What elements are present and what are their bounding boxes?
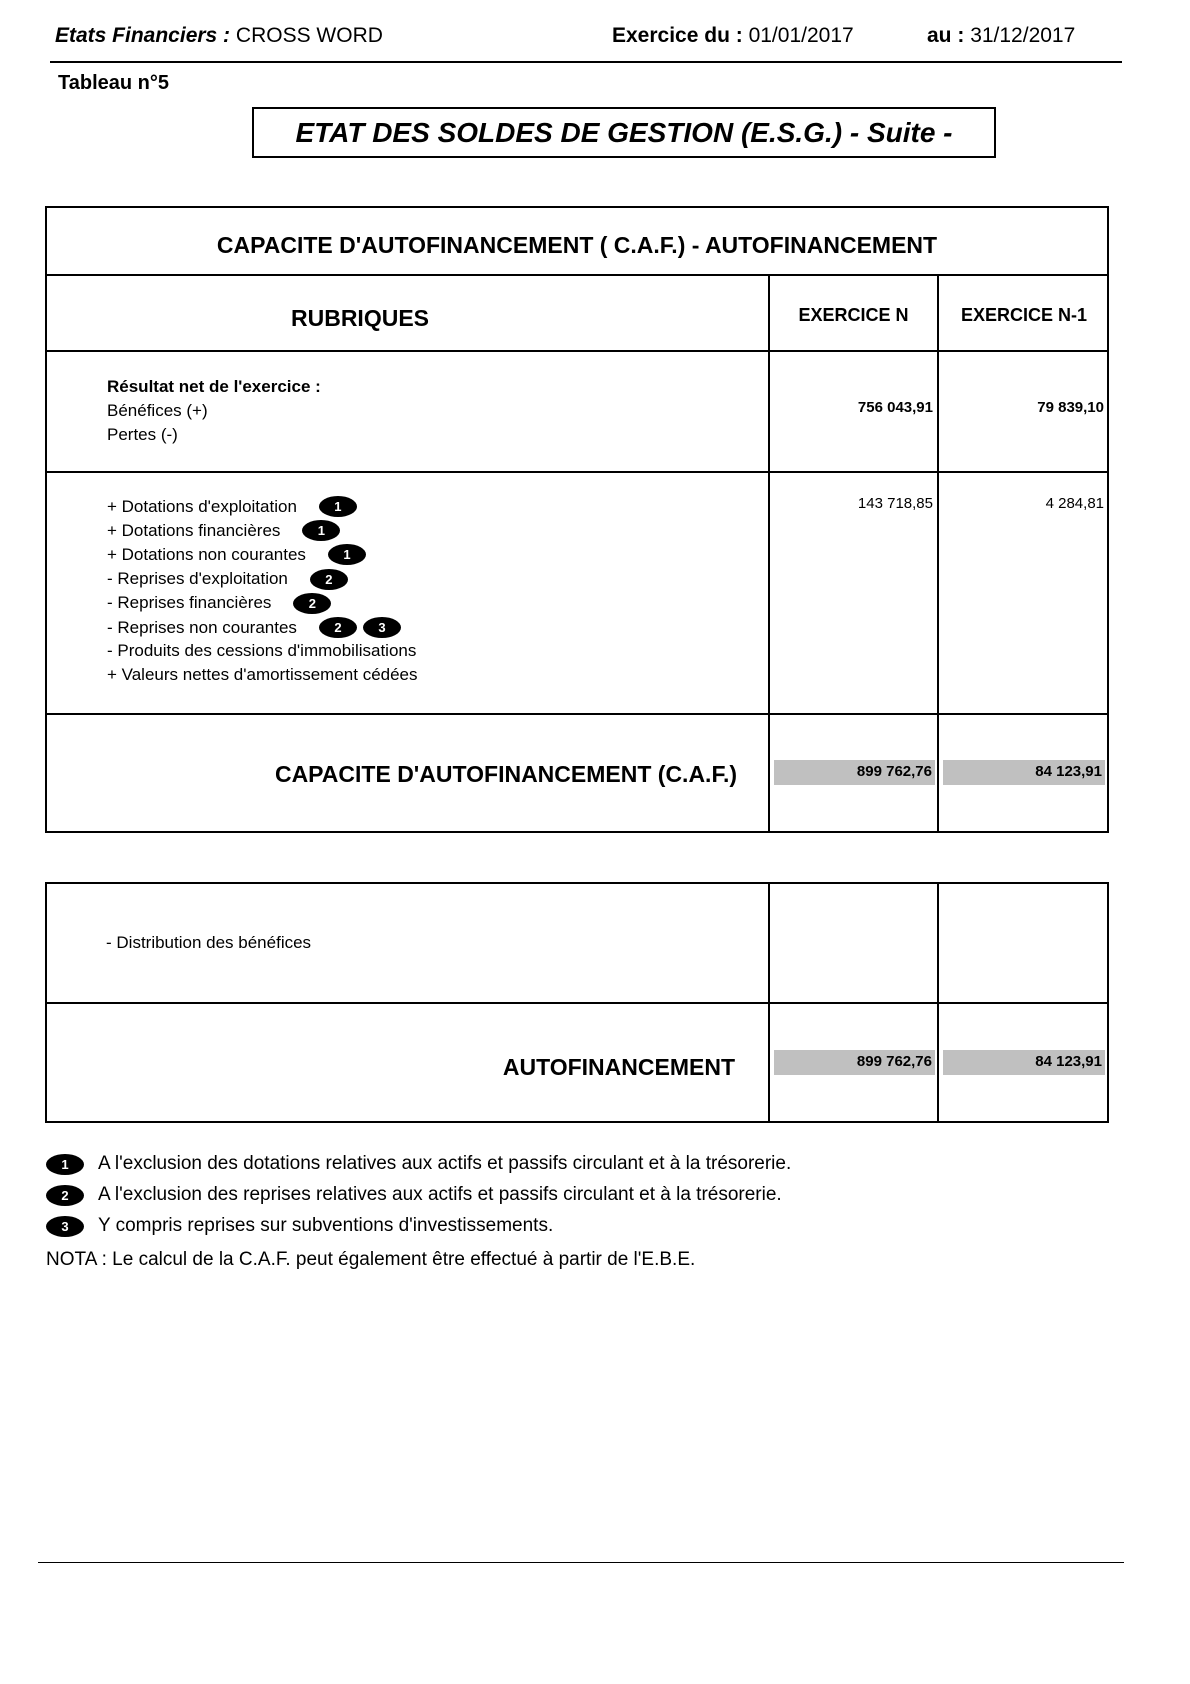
footnote-ref-badge: 1 (319, 496, 357, 517)
footnote-ref-badge: 1 (302, 520, 340, 541)
adjustment-label: - Reprises non courantes (107, 617, 297, 637)
col-header-exercice-n1: EXERCICE N-1 (960, 305, 1088, 325)
autofin-value-n: 899 762,76 (856, 1053, 932, 1070)
adjustment-row (107, 544, 366, 565)
table-number: Tableau n°5 (58, 72, 169, 94)
footnote-badge-1: 1 (46, 1154, 84, 1175)
header-doc-label: Etats Financiers : CROSS WORD (55, 24, 383, 47)
autofin-col-divider-1 (768, 882, 770, 1123)
footnote-3 (46, 1215, 553, 1237)
adjustment-label: + Dotations non courantes (107, 544, 306, 564)
caf-total-label: CAPACITE D'AUTOFINANCEMENT (C.A.F.) (274, 761, 737, 787)
company-name: CROSS WORD (235, 24, 383, 47)
caf-adjust-divider (45, 713, 1109, 715)
nota: NOTA : Le calcul de la C.A.F. peut également être effectué à partir de l'E.B.E. (46, 1249, 696, 1270)
page-title: ETAT DES SOLDES DE GESTION (E.S.G.) - Suite - (252, 107, 996, 158)
adjustment-label: + Dotations d'exploitation (107, 496, 297, 516)
footnote-ref-badge: 3 (363, 617, 401, 638)
caf-result-divider (45, 471, 1109, 473)
period-to: au : 31/12/2017 (927, 24, 1076, 47)
caf-col-divider-2 (937, 274, 939, 833)
result-title: Résultat net de l'exercice : (107, 377, 321, 396)
caf-colhead-divider (45, 350, 1109, 352)
header-rule (50, 61, 1122, 63)
period-to-date: 31/12/2017 (970, 24, 1076, 47)
adjust-value-n1: 4 284,81 (1045, 495, 1104, 512)
adjustment-row (107, 665, 440, 685)
period-from-date: 01/01/2017 (748, 24, 854, 47)
caf-value-n1: 84 123,91 (1035, 763, 1102, 780)
autofin-divider (45, 1002, 1109, 1004)
caf-table-heading: CAPACITE D'AUTOFINANCEMENT ( C.A.F.) - AUTOFINANCEMENT (216, 232, 938, 258)
adjustment-row (107, 520, 340, 541)
autofin-col-divider-2 (937, 882, 939, 1123)
footer-rule (38, 1562, 1124, 1563)
adjustment-label: - Reprises d'exploitation (107, 569, 288, 589)
result-value-n: 756 043,91 (857, 399, 933, 416)
result-value-n1: 79 839,10 (1037, 399, 1104, 416)
footnote-1 (46, 1153, 791, 1175)
footnote-2 (46, 1184, 782, 1206)
autofin-total-label: AUTOFINANCEMENT (502, 1054, 735, 1080)
adjustment-row (107, 593, 331, 614)
footnote-badge-2: 2 (46, 1185, 84, 1206)
period-from: Exercice du : 01/01/2017 (612, 24, 854, 47)
adjustment-label: + Valeurs nettes d'amortissement cédées (107, 665, 418, 685)
col-header-rubriques: RUBRIQUES (290, 305, 429, 331)
adjustment-row (107, 496, 357, 517)
adjustment-label: - Produits des cessions d'immobilisations (107, 641, 417, 661)
result-pertes: Pertes (-) (107, 425, 178, 444)
footnote-ref-badge: 2 (293, 593, 331, 614)
distribution-label: - Distribution des bénéfices (106, 933, 312, 952)
adjustment-row (107, 617, 401, 638)
caf-value-n: 899 762,76 (856, 763, 932, 780)
caf-heading-divider (45, 274, 1109, 276)
col-header-exercice-n: EXERCICE N (798, 305, 909, 325)
footnote-text-2: A l'exclusion des reprises relatives aux actifs et passifs circulant et à la trésorerie. (98, 1184, 782, 1205)
footnote-text-3: Y compris reprises sur subventions d'investissements. (98, 1215, 554, 1236)
autofin-value-n1: 84 123,91 (1035, 1053, 1102, 1070)
footnote-text-1: A l'exclusion des dotations relatives aux actifs et passifs circulant et à la trésorerie. (98, 1153, 792, 1174)
result-benefices: Bénéfices (+) (107, 401, 208, 420)
footnote-badge-3: 3 (46, 1216, 84, 1237)
caf-col-divider-1 (768, 274, 770, 833)
adjustment-row (107, 569, 348, 590)
adjustment-label: - Reprises financières (107, 593, 272, 613)
adjustment-label: + Dotations financières (107, 520, 281, 540)
footnote-ref-badge: 2 (310, 569, 348, 590)
adjustment-row (107, 641, 438, 661)
footnote-ref-badge: 2 (319, 617, 357, 638)
footnote-ref-badge: 1 (328, 544, 366, 565)
adjust-value-n: 143 718,85 (857, 495, 933, 512)
